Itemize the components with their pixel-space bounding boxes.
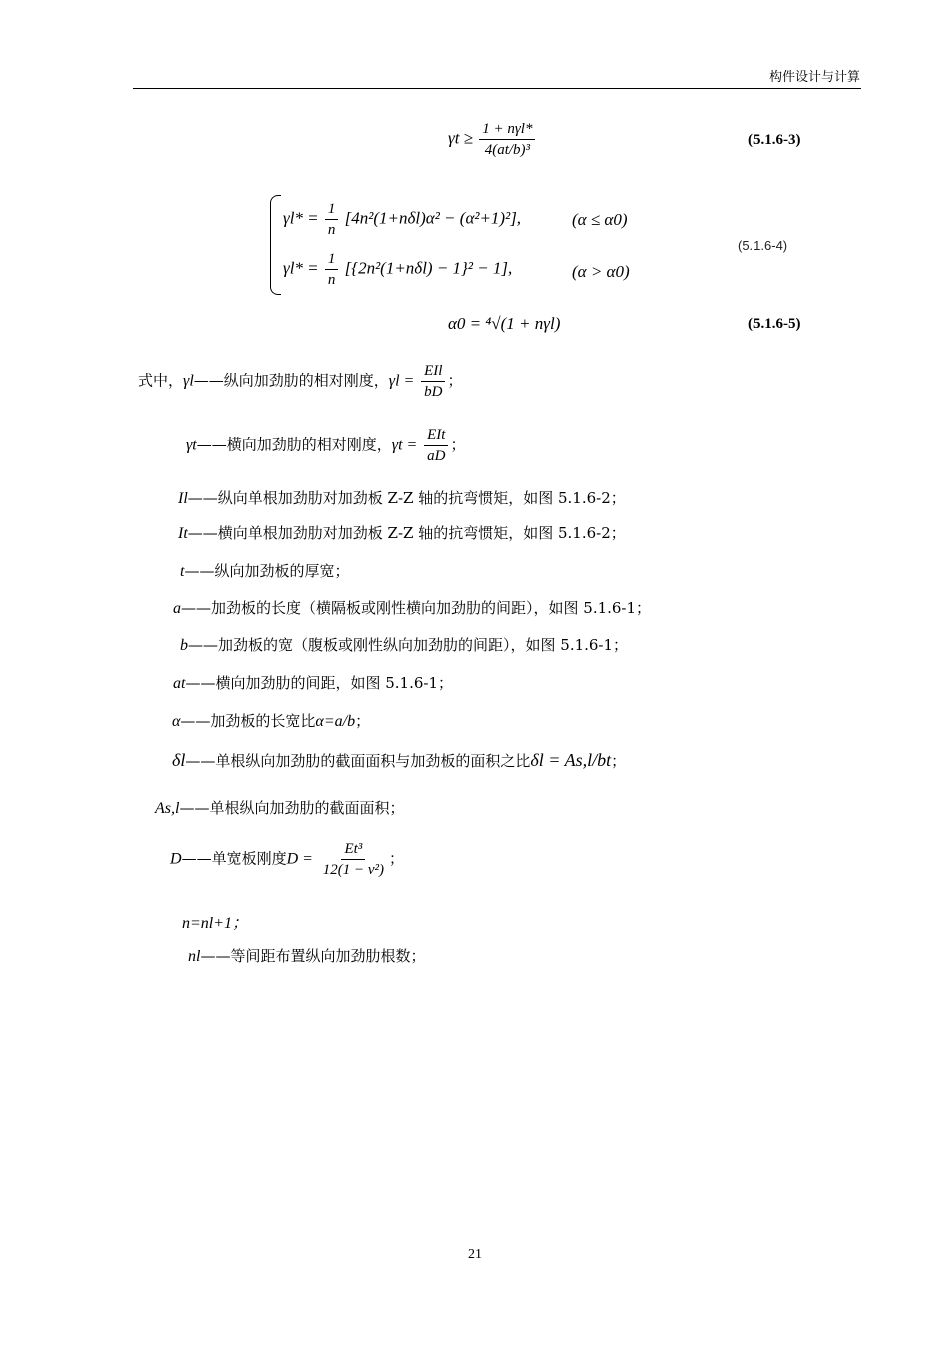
eq1-number: (5.1.6-3) (748, 132, 801, 148)
equation-5-1-6-4-line2 (283, 250, 512, 289)
def-D-text: ——单宽板刚度 (181, 849, 287, 868)
def-delta-symbol: δl (172, 750, 186, 770)
def-I-l-symbol: Il (178, 490, 188, 507)
def-D-num: Et³ (341, 840, 365, 860)
def-gamma-l-end: ； (447, 371, 463, 390)
def-gamma-l-text: ——纵向加劲肋的相对刚度， (193, 371, 389, 390)
eq2-left-brace (270, 195, 281, 295)
def-gamma-t-end: ； (450, 435, 466, 454)
def-n-l-text: ——等间距布置纵向加劲肋根数； (200, 947, 426, 965)
eq2-line1-num: 1 (325, 200, 339, 220)
def-alpha-formula: α=a/b (315, 713, 356, 730)
def-I-t-symbol: It (178, 525, 188, 542)
page-header-title: 构件设计与计算 (768, 70, 860, 85)
def-A-sl-text: ——单根纵向加劲肋的截面面积； (179, 799, 405, 817)
eq2-line2-lhs: γl* = (283, 258, 319, 278)
def-alpha-text: ——加劲板的长宽比 (180, 712, 316, 730)
def-D-symbol: D (170, 850, 182, 868)
eq3-number: (5.1.6-5) (748, 316, 801, 332)
def-n-l-symbol: nl (188, 948, 201, 965)
header-divider (133, 88, 861, 89)
eq1-lhs: γt ≥ (448, 128, 474, 148)
def-gamma-l-fraction (421, 362, 445, 401)
def-delta-text: ——单根纵向加劲肋的截面面积与加劲板的面积之比 (185, 752, 531, 770)
def-alpha (172, 710, 370, 731)
def-gamma-t-num: EIt (424, 426, 448, 446)
def-delta-formula: δl = As,l/bt (530, 750, 612, 770)
def-I-l-text: ——纵向单根加劲肋对加劲板 Z-Z 轴的抗弯惯矩，如图 5.1.6-2； (187, 489, 626, 507)
eq1-denominator: 4(at/b)³ (484, 142, 531, 158)
def-a-symbol: a (173, 600, 181, 617)
eq2-line2-condition: (α > α0) (572, 262, 630, 281)
def-gamma-l-den: bD (424, 384, 443, 400)
def-intro: 式中， (138, 371, 184, 390)
def-a-t-symbol: at (173, 675, 186, 692)
def-gamma-t (186, 426, 465, 465)
eq2-line2-num: 1 (325, 250, 339, 270)
def-n (182, 910, 248, 933)
def-t-text: ——纵向加劲板的厚宽； (184, 562, 350, 580)
def-alpha-end: ； (355, 712, 371, 730)
def-b-text: ——加劲板的宽（腹板或刚性纵向加劲肋的间距），如图 5.1.6-1； (188, 636, 629, 654)
def-I-t (178, 522, 626, 543)
def-A-sl-symbol: As,l (155, 800, 180, 817)
def-a-t (173, 672, 453, 693)
def-b (180, 634, 628, 655)
def-a-text: ——加劲板的长度（横隔板或刚性横向加劲肋的间距），如图 5.1.6-1； (181, 599, 652, 617)
def-D (170, 840, 404, 879)
def-gamma-l-symbol: γl (183, 372, 194, 390)
def-t-symbol: t (180, 563, 185, 580)
def-n-l (188, 945, 425, 966)
eq2-line2-fraction (325, 250, 339, 289)
def-delta (172, 750, 626, 771)
def-gamma-t-fraction (424, 426, 448, 465)
eq2-line1-fraction (325, 200, 339, 239)
eq2-line1-condition: (α ≤ α0) (572, 210, 628, 229)
eq1-fraction (479, 120, 535, 159)
def-A-sl (155, 797, 404, 818)
def-I-t-text: ——横向单根加劲肋对加劲板 Z-Z 轴的抗弯惯矩，如图 5.1.6-2； (187, 524, 626, 542)
eq2-line1-body: [4n²(1+nδl)α² − (α²+1)²], (344, 208, 522, 228)
eq2-number: (5.1.6-4) (738, 238, 788, 253)
def-gamma-l-formula: γl = (388, 372, 415, 390)
def-n-text: n=nl+1； (182, 915, 249, 932)
def-D-end: ； (389, 849, 405, 868)
def-gamma-t-formula: γt = (391, 436, 418, 454)
page-number: 21 (468, 1247, 482, 1262)
def-D-fraction (320, 840, 387, 879)
def-gamma-l (138, 362, 462, 401)
eq2-line2-den: n (327, 272, 336, 288)
equation-5-1-6-3 (448, 120, 537, 159)
def-gamma-t-symbol: γt (186, 436, 197, 454)
def-gamma-t-text: ——横向加劲肋的相对刚度， (196, 435, 392, 454)
equation-5-1-6-5: α0 = ⁴√(1 + nγl) (448, 314, 561, 333)
def-alpha-symbol: α (172, 713, 181, 730)
def-b-symbol: b (180, 637, 188, 654)
def-gamma-l-num: EIl (421, 362, 445, 382)
def-a-t-text: ——横向加劲肋的间距，如图 5.1.6-1； (185, 674, 454, 692)
equation-5-1-6-4-line1 (283, 200, 521, 239)
eq2-line2-body: [{2n²(1+nδl) − 1}² − 1], (344, 258, 513, 278)
def-I-l (178, 487, 626, 508)
eq2-line1-den: n (327, 222, 336, 238)
def-D-den: 12(1 − v²) (322, 862, 384, 878)
def-a (173, 597, 651, 618)
def-gamma-t-den: aD (427, 448, 446, 464)
def-t (180, 560, 349, 581)
eq2-line1-lhs: γl* = (283, 208, 319, 228)
def-delta-end: ； (611, 752, 627, 770)
def-D-formula: D = (286, 850, 313, 868)
eq1-numerator: 1 + nγl* (479, 120, 535, 140)
